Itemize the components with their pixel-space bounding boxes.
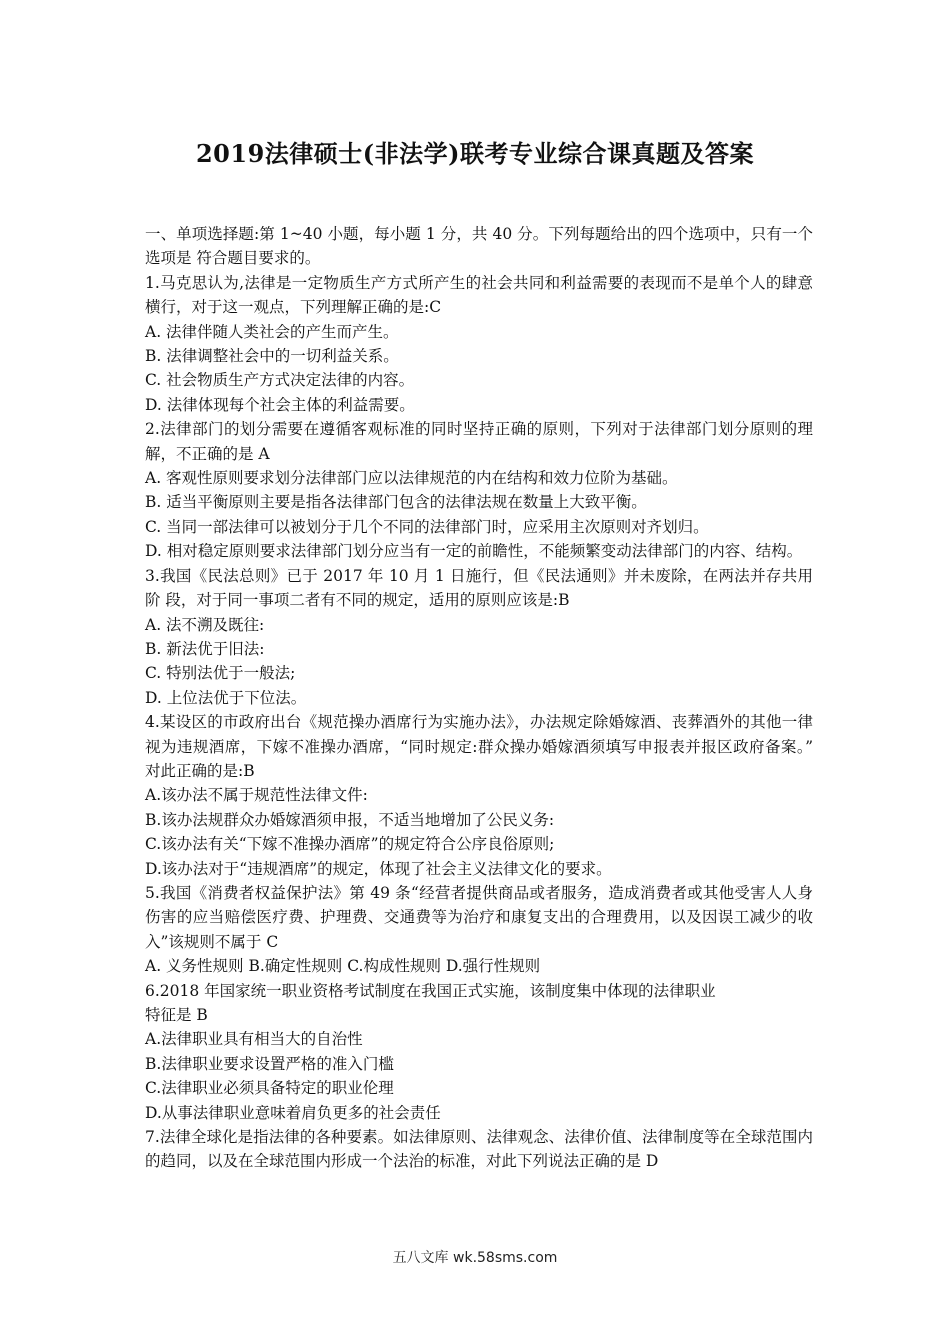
question-option: D.该办法对于“违规酒席”的规定，体现了社会主义法律文化的要求。 <box>145 859 612 878</box>
question-stem: 7.法律全球化是指法律的各种要素。如法律原则、法律观念、法律价值、法律制度等在全球范围内的趋同，以及在全球范围内形成一个法治的标准，对此下列说法正确的是 D <box>145 1128 813 1171</box>
question-option: C. 当同一部法律可以被划分于几个不同的法律部门时，应采用主次原则对齐划归。 <box>145 517 709 536</box>
question-stem-continued: 特征是 B <box>145 1006 208 1024</box>
document-body <box>145 222 813 1174</box>
question-option: B.法律职业要求设置严格的准入门槛 <box>145 1054 394 1073</box>
question-option: B. 适当平衡原则主要是指各法律部门包含的法律法规在数量上大致平衡。 <box>145 493 647 512</box>
document-title: 2019法律硕士(非法学)联考专业综合课真题及答案 <box>195 139 754 168</box>
question-stem: 1.马克思认为,法律是一定物质生产方式所产生的社会共同和利益需要的表现而不是单个人的肆意横行，对于这一观点，下列理解正确的是:C <box>145 273 813 317</box>
question-option: D. 法律体现每个社会主体的利益需要。 <box>145 395 415 414</box>
question-option: A. 客观性原则要求划分法律部门应以法律规范的内在结构和效力位阶为基础。 <box>145 469 678 488</box>
question-stem: 2.法律部门的划分需要在遵循客观标准的同时坚持正确的原则，下列对于法律部门划分原则的理解，不正确的是 A <box>145 420 813 463</box>
question-option: C. 特别法优于一般法; <box>145 664 296 683</box>
question-stem: 5.我国《消费者权益保护法》第 49 条“经营者提供商品或者服务，造成消费者或其他受害人人身伤害的应当赔偿医疗费、护理费、交通费等为治疗和康复支出的合理费用，以及因误工减少的收入”该规则不属于 C <box>145 883 813 951</box>
question-option: D. 上位法优于下位法。 <box>145 688 307 707</box>
question-option: C.法律职业必须具备特定的职业伦理 <box>145 1079 394 1098</box>
question-option: C.该办法有关“下嫁不准操办酒席”的规定符合公序良俗原则; <box>145 835 555 854</box>
question-option: A.法律职业具有相当大的自治性 <box>145 1030 363 1049</box>
page-footer: 五八文库 wk.58sms.com <box>392 1250 558 1266</box>
section-intro: 一、单项选择题:第 1~40 小题，每小题 1 分，共 40 分。下列每题给出的四个选项中，只有一个选项是 符合题目要求的。 <box>145 225 813 268</box>
question-stem: 6.2018 年国家统一职业资格考试制度在我国正式实施，该制度集中体现的法律职业 <box>145 981 716 1000</box>
question-option: A.该办法不属于规范性法律文件: <box>145 786 368 805</box>
question-option: A. 法不溯及既往: <box>145 615 265 634</box>
question-option: D.从事法律职业意味着肩负更多的社会责任 <box>145 1103 441 1122</box>
question-option: A. 法律伴随人类社会的产生而产生。 <box>145 322 399 341</box>
question-option: B. 法律调整社会中的一切利益关系。 <box>145 347 399 366</box>
question-option: B.该办法规群众办婚嫁酒须申报，不适当地增加了公民义务: <box>145 810 555 829</box>
question-option: C. 社会物质生产方式决定法律的内容。 <box>145 371 415 390</box>
question-option: B. 新法优于旧法: <box>145 639 265 658</box>
question-stem: 4.某设区的市政府出台《规范操办酒席行为实施办法》，办法规定除婚嫁酒、丧葬酒外的其他一律视为违规酒席，下嫁不准操办酒席，“同时规定:群众操办婚嫁酒须填写申报表并报区政府备案。” 对此正确的是:B <box>145 713 813 780</box>
question-options-inline: A. 义务性规则 B.确定性规则 C.构成性规则 D.强行性规则 <box>145 957 541 976</box>
question-option: D. 相对稳定原则要求法律部门划分应当有一定的前瞻性，不能频繁变动法律部门的内容、结构。 <box>145 542 803 561</box>
question-stem: 3.我国《民法总则》已于 2017 年 10 月 1 日施行，但《民法通则》并未废除，在两法并存共用阶 段，对于同一事项二者有不同的规定，适用的原则应该是:B <box>145 566 813 610</box>
